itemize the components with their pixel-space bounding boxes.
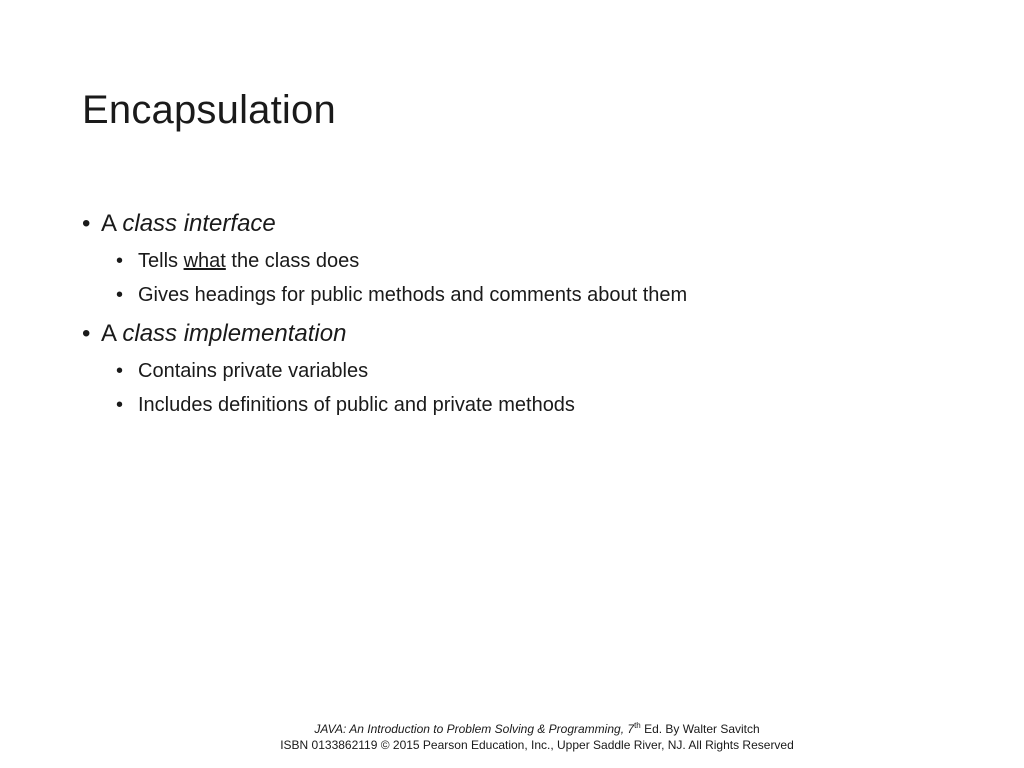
bullet-list bbox=[82, 208, 962, 422]
bullet-term: class implementation bbox=[122, 320, 347, 347]
footer-edition-number: 7 bbox=[627, 722, 635, 736]
bullet-dot-icon: • bbox=[116, 284, 124, 306]
sub-bullet-text: Includes definitions of public and private methods bbox=[138, 394, 575, 416]
sub-bullet-text: Gives headings for public methods and comments about them bbox=[138, 284, 688, 306]
bullet-dot-icon: • bbox=[82, 320, 91, 347]
footer-book-line bbox=[0, 721, 1024, 737]
footer-edition-author: Ed. By Walter Savitch bbox=[644, 722, 760, 736]
bullet-prefix: A bbox=[101, 320, 116, 347]
sub-bullet-gives-headings bbox=[116, 278, 962, 312]
sub-bullet-text-before: Tells bbox=[138, 250, 179, 272]
slide-title: Encapsulation bbox=[82, 88, 336, 132]
sub-bullet-text-after: the class does bbox=[231, 250, 360, 272]
bullet-dot-icon: • bbox=[116, 250, 124, 272]
footer-book-title: JAVA: An Introduction to Problem Solving & Programming, bbox=[314, 722, 625, 736]
sub-bullet-tells-what bbox=[116, 244, 962, 278]
bullet-dot-icon: • bbox=[116, 394, 124, 416]
sub-bullet-definitions bbox=[116, 388, 962, 422]
bullet-term: class interface bbox=[122, 210, 276, 237]
footer-edition-suffix: th bbox=[634, 721, 641, 730]
bullet-class-interface bbox=[82, 208, 962, 240]
slide-footer bbox=[0, 721, 1024, 753]
footer-isbn-line: ISBN 0133862119 © 2015 Pearson Education, Inc., Upper Saddle River, NJ. All Rights Reserved bbox=[280, 738, 794, 752]
bullet-prefix: A bbox=[101, 210, 116, 237]
sub-bullet-private-variables bbox=[116, 354, 962, 388]
bullet-class-implementation bbox=[82, 318, 962, 350]
bullet-dot-icon: • bbox=[82, 210, 91, 237]
sub-bullet-emphasis: what bbox=[183, 250, 226, 272]
bullet-dot-icon: • bbox=[116, 360, 124, 382]
sub-bullet-text: Contains private variables bbox=[138, 360, 369, 382]
